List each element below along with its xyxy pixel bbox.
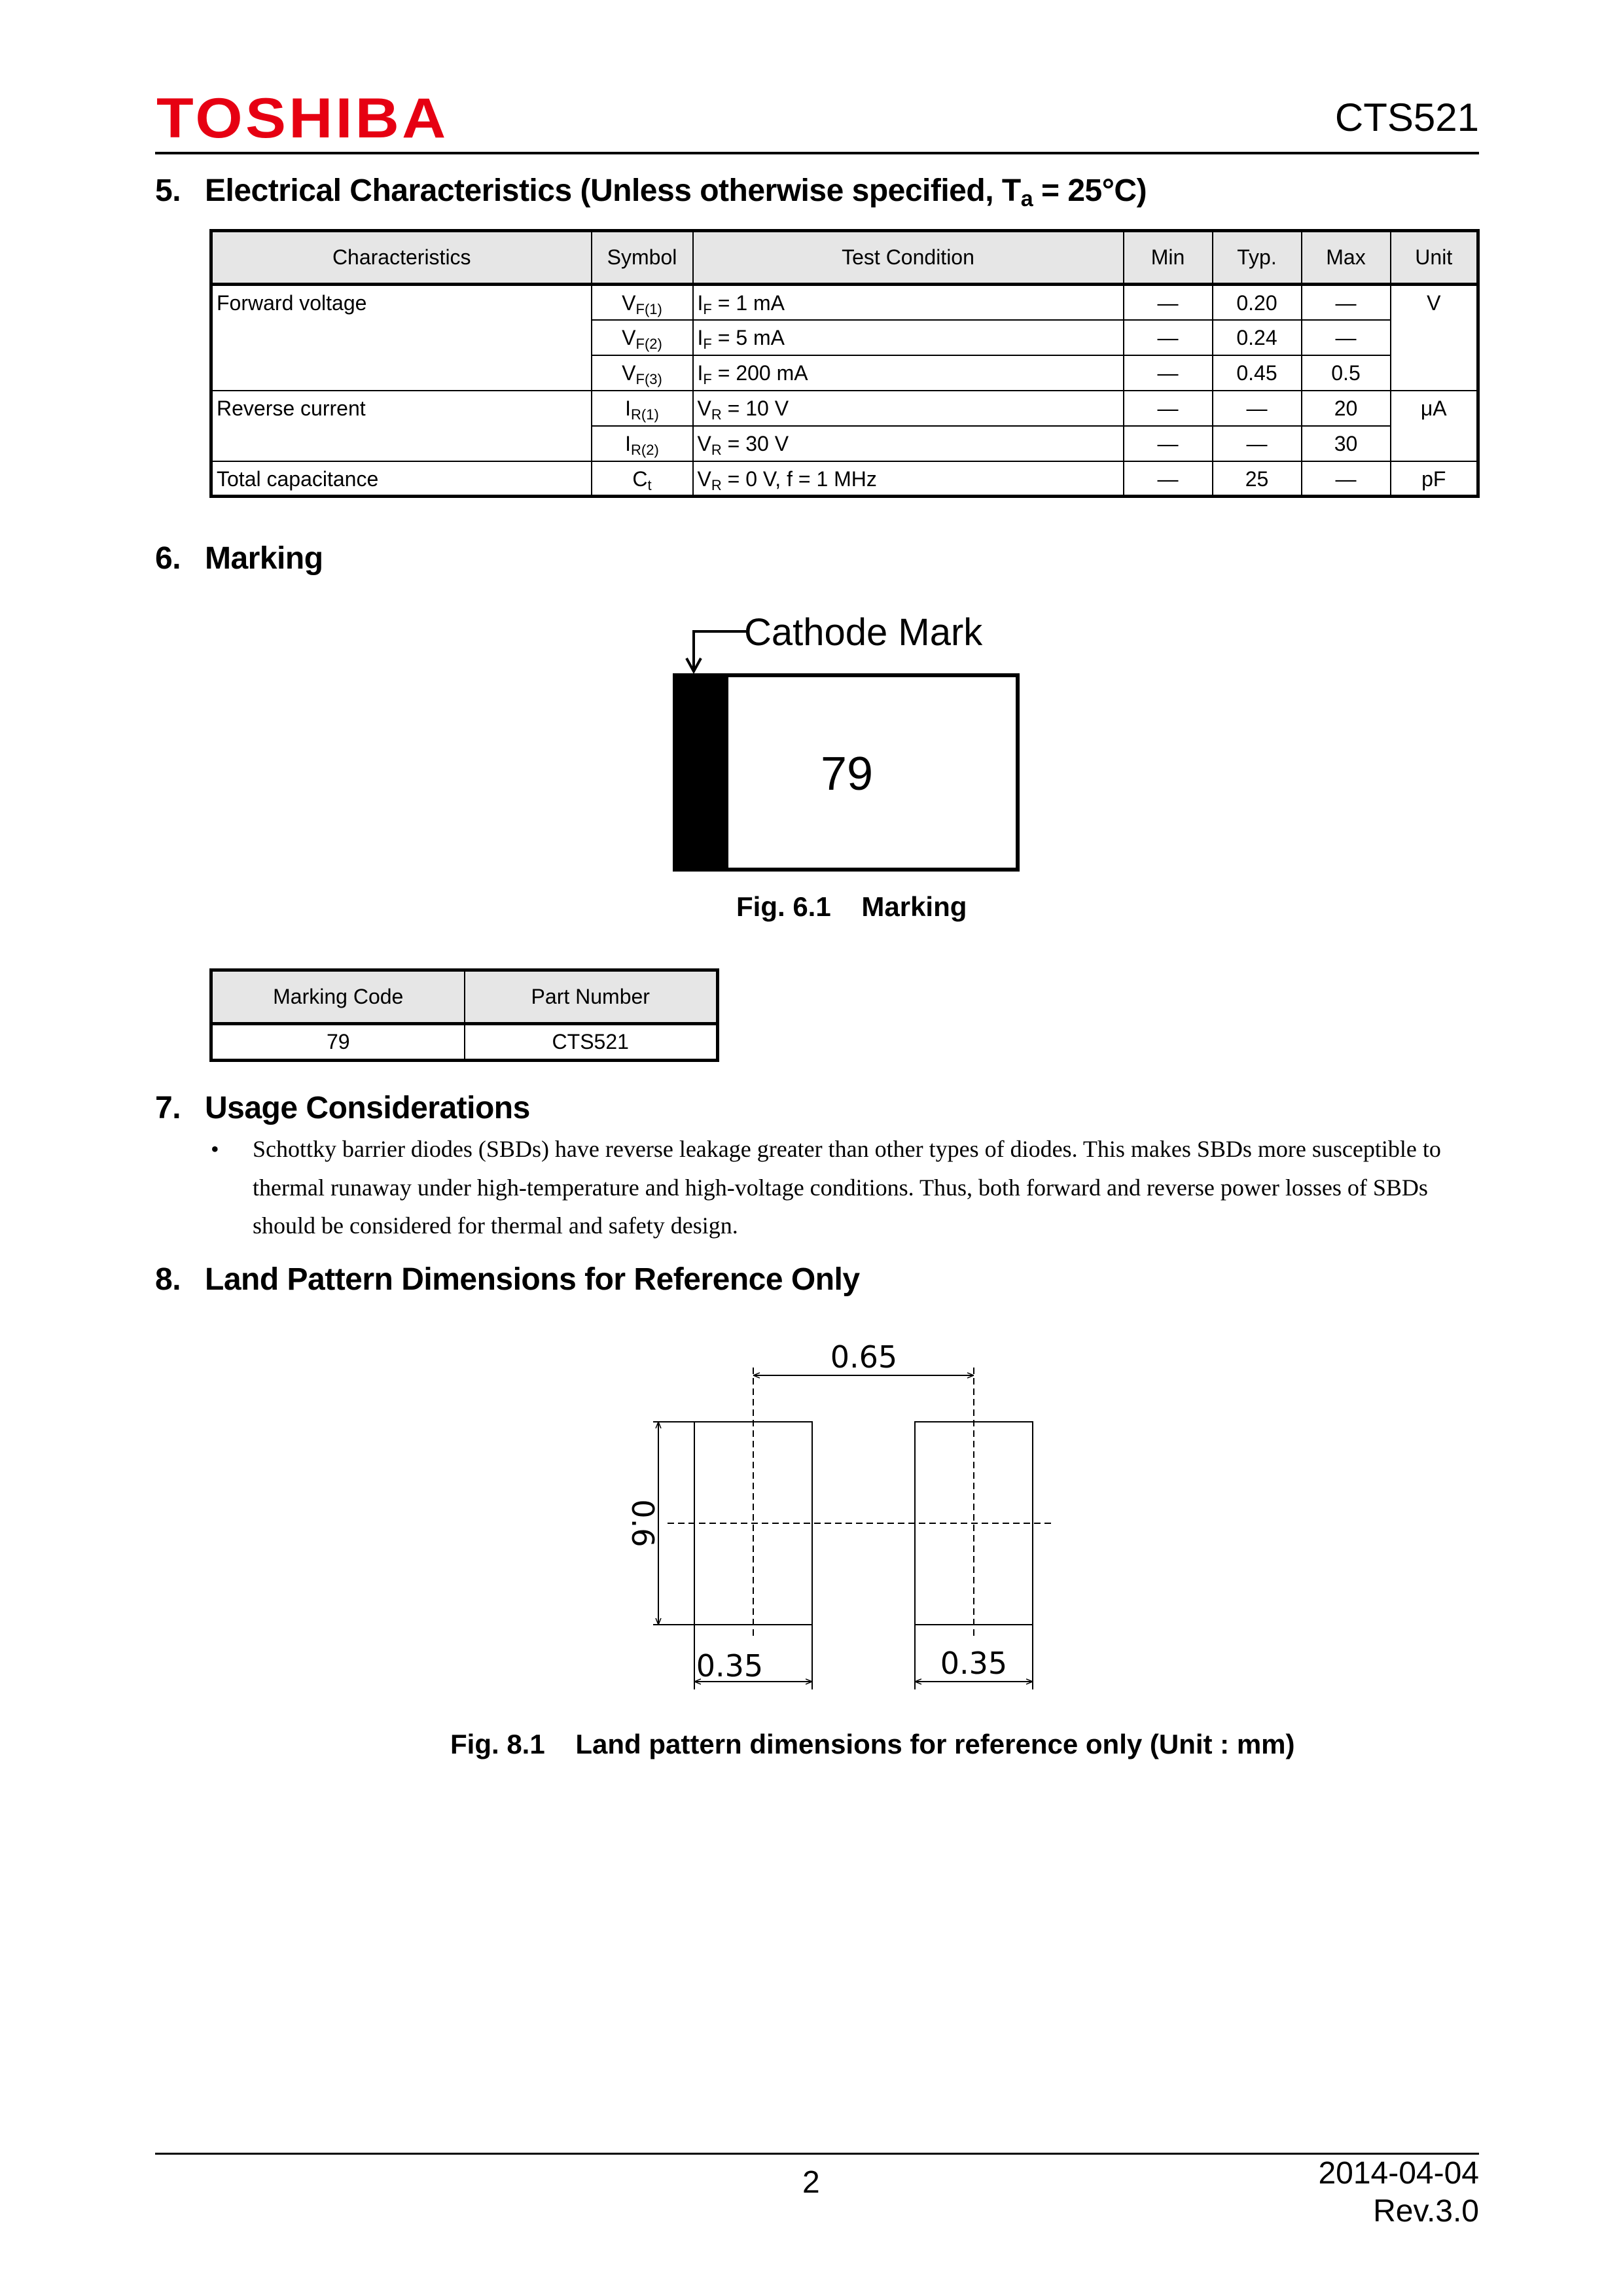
land-pattern-drawing [615, 1328, 1073, 1708]
col-header: Unit [1391, 231, 1478, 285]
max-cell: — [1302, 285, 1391, 320]
characteristic-cell: Forward voltage [211, 285, 592, 391]
symbol-main: C [632, 467, 648, 491]
cond-sub: R [711, 476, 722, 493]
table-row [211, 461, 1478, 497]
symbol-cell [592, 285, 693, 320]
cond-main: I [697, 361, 704, 385]
section-8-number: 8. [155, 1262, 181, 1297]
cond-rest: = 0 V, f = 1 MHz [721, 467, 877, 491]
marking-code-table [209, 968, 719, 1062]
footer-divider [155, 2153, 1479, 2155]
figure-8-1-caption: Fig. 8.1 Land pattern dimensions for reference only (Unit : mm) [450, 1729, 1295, 1759]
section-5-title-sub: a [1020, 186, 1033, 211]
col-header: Test Condition [693, 231, 1124, 285]
table-row [211, 1024, 718, 1061]
marking-code-text: 79 [821, 748, 874, 800]
symbol-main: V [622, 325, 636, 349]
marking-package-outline [673, 673, 1020, 872]
section-7-title: Usage Considerations [205, 1091, 530, 1125]
max-cell: 30 [1302, 426, 1391, 461]
max-cell: — [1302, 461, 1391, 497]
col-header: Part Number [465, 970, 718, 1024]
cond-sub: F [703, 370, 712, 387]
col-header: Characteristics [211, 231, 592, 285]
condition-cell [693, 320, 1124, 355]
cond-sub: R [711, 441, 722, 458]
header-part-number: CTS521 [1334, 96, 1479, 139]
col-header: Symbol [592, 231, 693, 285]
cond-main: V [697, 431, 711, 455]
height-dimension-label: 0.6 [625, 1499, 660, 1547]
cond-main: I [697, 291, 704, 315]
max-cell: 0.5 [1302, 355, 1391, 391]
unit-cell: μA [1391, 391, 1478, 461]
col-header: Min [1124, 231, 1213, 285]
cond-rest: = 200 mA [711, 361, 808, 385]
symbol-cell [592, 426, 693, 461]
symbol-sub: R(2) [631, 441, 659, 458]
table-header-row [211, 231, 1478, 285]
symbol-cell [592, 320, 693, 355]
cathode-band [677, 677, 728, 868]
section-5-title-post: = 25°C) [1033, 173, 1147, 208]
min-cell: — [1124, 355, 1213, 391]
symbol-main: V [622, 361, 636, 385]
condition-cell [693, 391, 1124, 426]
symbol-sub: R(1) [631, 406, 659, 423]
symbol-cell [592, 355, 693, 391]
symbol-cell [592, 391, 693, 426]
min-cell: — [1124, 391, 1213, 426]
max-cell: 20 [1302, 391, 1391, 426]
usage-considerations-paragraph [211, 1130, 1487, 1245]
symbol-cell [592, 461, 693, 497]
cond-main: V [697, 396, 711, 420]
table-row [211, 285, 1478, 320]
marking-code-cell: 79 [211, 1024, 465, 1061]
section-8-title: Land Pattern Dimensions for Reference Only [205, 1262, 860, 1297]
characteristic-cell: Reverse current [211, 391, 592, 461]
cathode-arrow [681, 620, 746, 674]
section-8-heading [155, 1264, 860, 1296]
typ-cell: 25 [1213, 461, 1302, 497]
condition-cell [693, 426, 1124, 461]
cond-rest: = 30 V [721, 431, 789, 455]
document-revision: Rev.3.0 [1373, 2194, 1479, 2229]
typ-cell: 0.20 [1213, 285, 1302, 320]
document-date: 2014-04-04 [1318, 2156, 1479, 2191]
section-5-number: 5. [155, 173, 181, 208]
cond-rest: = 1 mA [711, 291, 785, 315]
symbol-sub: F(2) [635, 335, 662, 352]
section-6-number: 6. [155, 541, 181, 576]
symbol-sub: F(1) [635, 301, 662, 317]
unit-cell: V [1391, 285, 1478, 391]
pitch-dimension-label: 0.65 [830, 1339, 898, 1375]
cond-rest: = 10 V [721, 396, 789, 420]
header-divider [155, 152, 1479, 154]
col-header: Max [1302, 231, 1391, 285]
figure-6-1-caption: Fig. 6.1 Marking [736, 891, 967, 922]
page-number: 2 [802, 2165, 820, 2200]
section-7-number: 7. [155, 1091, 181, 1125]
max-cell: — [1302, 320, 1391, 355]
condition-cell [693, 285, 1124, 320]
col-header: Typ. [1213, 231, 1302, 285]
cond-main: I [697, 325, 704, 349]
cond-rest: = 5 mA [711, 325, 785, 349]
symbol-sub: t [647, 476, 652, 493]
section-6-title: Marking [205, 541, 323, 576]
section-5-title-pre: Electrical Characteristics (Unless otherwise specified, T [205, 173, 1021, 208]
cond-sub: F [703, 335, 712, 352]
section-7-heading [155, 1093, 530, 1124]
symbol-main: I [625, 431, 632, 455]
symbol-main: I [625, 396, 632, 420]
part-number-cell: CTS521 [465, 1024, 718, 1061]
table-row [211, 391, 1478, 426]
symbol-main: V [622, 291, 636, 315]
cathode-mark-label: Cathode Mark [744, 611, 983, 654]
col-header: Marking Code [211, 970, 465, 1024]
typ-cell: — [1213, 426, 1302, 461]
condition-cell [693, 461, 1124, 497]
unit-cell: pF [1391, 461, 1478, 497]
min-cell: — [1124, 285, 1213, 320]
cond-sub: R [711, 406, 722, 423]
condition-cell [693, 355, 1124, 391]
section-6-heading [155, 543, 323, 574]
table-header-row [211, 970, 718, 1024]
min-cell: — [1124, 426, 1213, 461]
typ-cell: 0.45 [1213, 355, 1302, 391]
typ-cell: 0.24 [1213, 320, 1302, 355]
symbol-sub: F(3) [635, 370, 662, 387]
usage-text: Schottky barrier diodes (SBDs) have reverse leakage greater than other types of diodes. This makes SBDs more susceptible to thermal runaway under high-temperature and high-voltage conditions. Thus, both forward and reverse power losses of SBDs should be considered for thermal and safety design. [253, 1136, 1441, 1239]
width-dimension-label-left: 0.35 [696, 1648, 764, 1684]
min-cell: — [1124, 320, 1213, 355]
bullet: • [211, 1136, 219, 1162]
cond-sub: F [703, 301, 712, 317]
section-5-heading [155, 175, 1147, 210]
typ-cell: — [1213, 391, 1302, 426]
cond-main: V [697, 467, 711, 491]
min-cell: — [1124, 461, 1213, 497]
width-dimension-label-right: 0.35 [940, 1646, 1008, 1681]
toshiba-logo: TOSHIBA [156, 87, 449, 150]
characteristic-cell: Total capacitance [211, 461, 592, 497]
electrical-characteristics-table [209, 229, 1480, 498]
